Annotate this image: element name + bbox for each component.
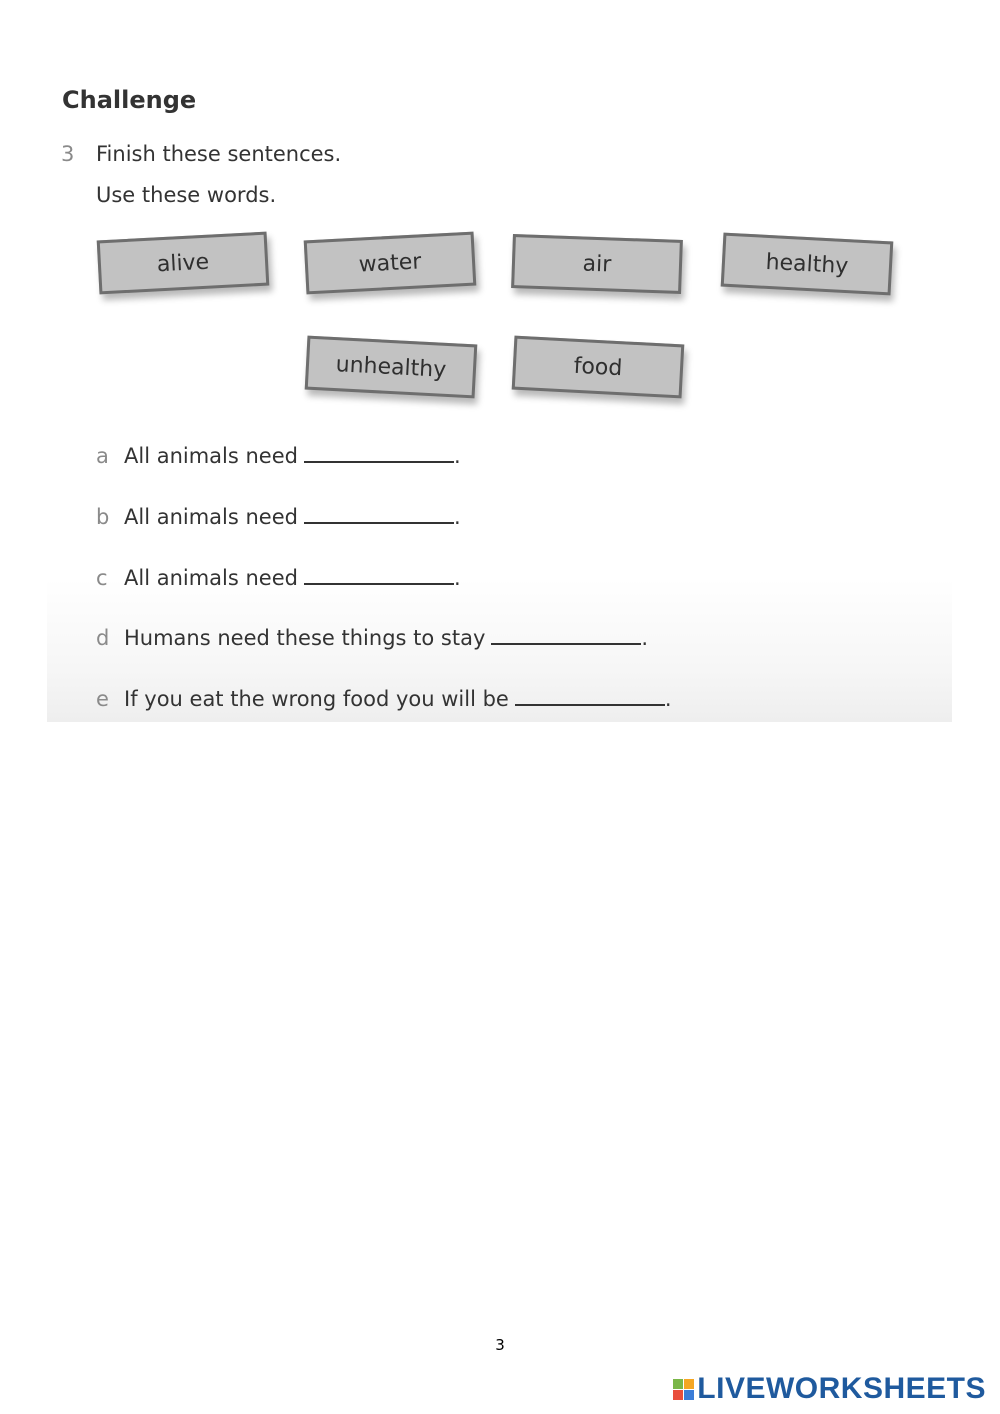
answer-blank[interactable] — [304, 582, 454, 585]
word-card-air[interactable]: air — [511, 234, 683, 294]
sentence-c — [96, 566, 461, 590]
logo-square — [673, 1390, 683, 1400]
sentence-text: If you eat the wrong food you will be — [124, 687, 509, 711]
word-card-food[interactable]: food — [512, 336, 685, 399]
sentence-a — [96, 444, 461, 468]
item-letter: c — [96, 566, 108, 590]
word-card-healthy[interactable]: healthy — [721, 233, 894, 296]
worksheet-panel — [47, 70, 952, 722]
item-letter: d — [96, 626, 110, 650]
logo-text: LIVEWORKSHEETS — [697, 1372, 986, 1405]
word-card-unhealthy[interactable]: unhealthy — [305, 336, 478, 399]
item-letter: e — [96, 687, 109, 711]
answer-blank[interactable] — [491, 642, 641, 645]
section-heading: Challenge — [62, 86, 197, 114]
sentence-b — [96, 505, 461, 529]
word-card-alive[interactable]: alive — [97, 232, 270, 295]
sentence-text: All animals need — [124, 566, 298, 590]
sentence-end: . — [453, 505, 461, 529]
instruction-use-words: Use these words. — [96, 183, 277, 207]
logo-square — [684, 1390, 694, 1400]
logo-square — [684, 1379, 694, 1389]
sentence-end: . — [641, 626, 649, 650]
sentence-end: . — [453, 444, 461, 468]
liveworksheets-logo — [673, 1372, 986, 1406]
sentence-e — [96, 687, 672, 711]
logo-square — [673, 1379, 683, 1389]
page-number: 3 — [495, 1336, 505, 1354]
logo-squares-icon — [673, 1379, 694, 1400]
instruction-finish: Finish these sentences. — [96, 142, 342, 166]
sentence-text: All animals need — [124, 444, 298, 468]
sentence-end: . — [453, 566, 461, 590]
sentence-end: . — [664, 687, 672, 711]
question-number: 3 — [61, 142, 75, 166]
answer-blank[interactable] — [304, 460, 454, 463]
answer-blank[interactable] — [304, 521, 454, 524]
sentence-d — [96, 626, 648, 650]
word-card-water[interactable]: water — [304, 232, 477, 295]
sentence-text: All animals need — [124, 505, 298, 529]
sentence-text: Humans need these things to stay — [124, 626, 486, 650]
answer-blank[interactable] — [515, 703, 665, 706]
item-letter: a — [96, 444, 109, 468]
item-letter: b — [96, 505, 110, 529]
